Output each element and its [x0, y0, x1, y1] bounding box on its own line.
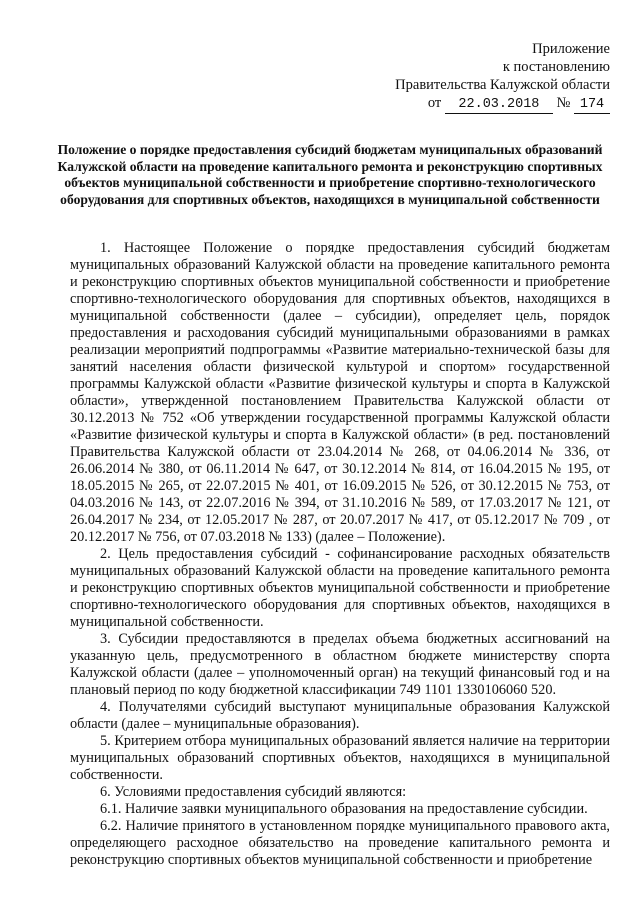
appendix-line-2: к постановлению	[502, 59, 610, 75]
appendix-line-1: Приложение	[532, 41, 610, 57]
document-body	[70, 240, 610, 869]
paragraph-6: 6. Условиями предоставления субсидий являются:	[100, 784, 407, 800]
from-label: от	[427, 95, 442, 111]
appendix-date-row	[310, 94, 610, 114]
number-label: №	[556, 95, 571, 111]
paragraph-6-1: 6.1. Наличие заявки муниципального образования на предоставление субсидии.	[100, 801, 588, 817]
document-title: Положение о порядке предоставления субсидий бюджетам муниципальных образований Калужской области на проведение капитального ремонта и реконструкцию спортивных объектов муниципальной собственности и приобретение спортивно-технологического оборудования для спортивных объектов, находящихся в муниципальной собственности	[57, 142, 603, 207]
paragraph-4: 4. Получателями субсидий выступают муниципальные образования Калужской области (далее – муниципальные образования).	[70, 699, 610, 732]
paragraph-2: 2. Цель предоставления субсидий - софинансирование расходных обязательств муниципальных образований Калужской области на проведение капитального ремонта и реконструкцию спортивных объектов муниципальной собственности и приобретение спортивно-технологического оборудования для спортивных объектов, находящихся в муниципальной собственности.	[70, 546, 610, 630]
appendix-line-3: Правительства Калужской области	[395, 77, 610, 93]
paragraph-3: 3. Субсидии предоставляются в пределах объема бюджетных ассигнований на указанную цель, предусмотренного в областном бюджете министерству спорта Калужской области (далее – уполномоченный орган) на текущий финансовый год и на плановый период по коду бюджетной классификации 749 1101 1330106060 520.	[70, 631, 610, 698]
appendix-header	[310, 40, 610, 114]
paragraph-6-2: 6.2. Наличие принятого в установленном порядке муниципального правового акта, определяющего расходное обязательство на проведение капитального ремонта и реконструкцию спортивных объектов муниципальной собственности и приобретение	[70, 818, 610, 868]
resolution-number: 174	[574, 97, 610, 114]
paragraph-5: 5. Критерием отбора муниципальных образований является наличие на территории муниципальных образований спортивных объектов, находящихся в муниципальной собственности.	[70, 733, 610, 783]
paragraph-1: 1. Настоящее Положение о порядке предоставления субсидий бюджетам муниципальных образований Калужской области на проведение капитального ремонта и реконструкцию спортивных объектов муниципальной собственности и приобретение спортивно-технологического оборудования для спортивных объектов, находящихся в муниципальной собственности (далее – субсидии), определяет цель, порядок предоставления и расходования субсидий муниципальными образованиями в рамках реализации мероприятий подпрограммы «Развитие материально-технической базы для занятий населения области физической культурой и спортом» государственной программы Калужской области «Развитие физической культуры и спорта в Калужской области», утвержденной постановлением Правительства Калужской области от 30.12.2013 № 752 «Об утверждении государственной программы Калужской области «Развитие физической культуры и спорта в Калужской области» (в ред. постановлений Правительства Калужской области от 23.04.2014 № 268, от 04.06.2014 № 336, от 26.06.2014 № 380, от 06.11.2014 № 647, от 30.12.2014 № 814, от 16.04.2015 № 195, от 18.05.2015 № 265, от 22.07.2015 № 401, от 16.09.2015 № 526, от 30.12.2015 № 753, от 04.03.2016 № 143, от 22.07.2016 № 394, от 31.10.2016 № 589, от 17.03.2017 № 121, от 26.04.2017 № 234, от 12.05.2017 № 287, от 20.07.2017 № 417, от 05.12.2017 № 709 , от 20.12.2017 № 756, от 07.03.2018 № 133) (далее – Положение).	[70, 240, 610, 545]
resolution-date: 22.03.2018	[445, 97, 553, 114]
